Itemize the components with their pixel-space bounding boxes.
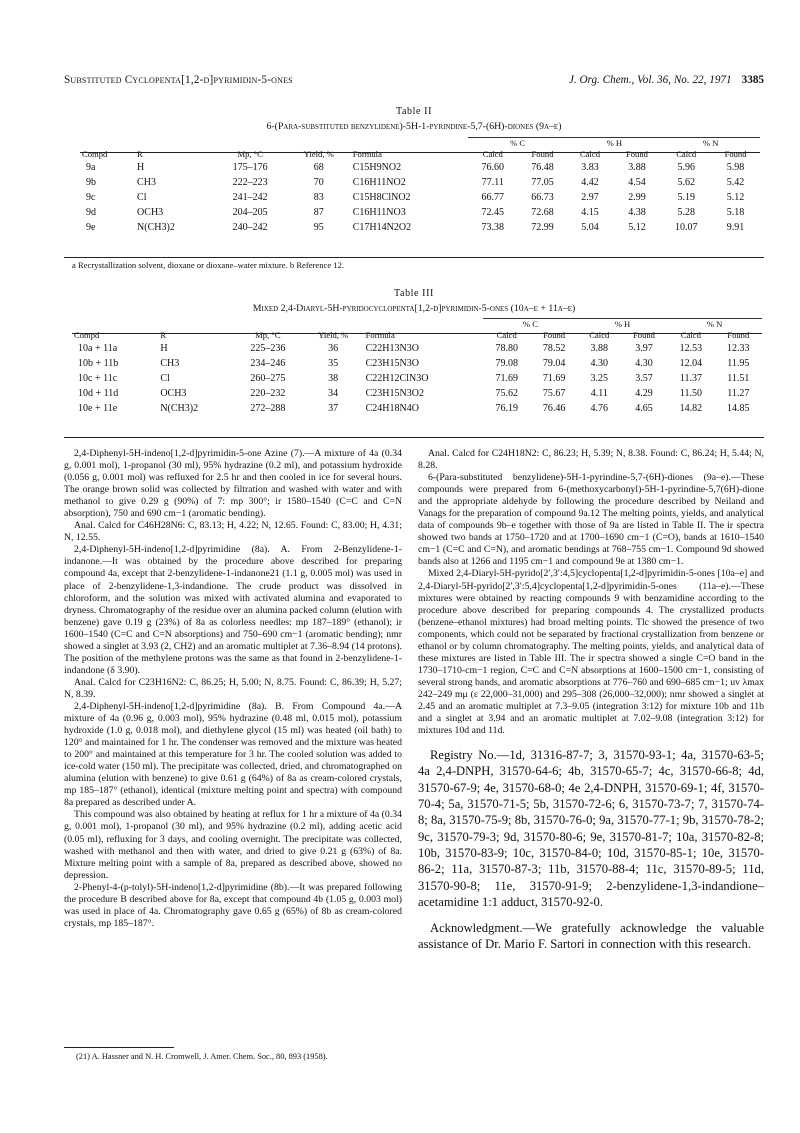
table-cell: 34 [328,388,339,399]
paragraph-8a-method-a: 2,4-Diphenyl-5H-indeno[1,2-d]pyrimidine (8a). A. From 2-Benzylidene-1-indanone.—It was obtained by the procedure above described for preparing compound 4a, except that 2-benzylidene-1-indanone21 (1.1 g, 0.005 mol) was used in place of 2-benzylidene-1,3-indandione. The crude product was dissolved in chloroform, and the solution was mixed with activated alumina and evaporated to dryness. Chromatography of the residue over an alumina packed column (elution with benzene) gave 0.19 g (23%) of 8a as colorless needles: mp 187–189° (ethanol); ir 1600–1540 (C=C and C=N absorptions) and 750–690 cm−1 (aromatic bending); nmr showed a singlet at 3.93 (2, CH2) and an aromatic multiplet at 7.36–8.94 (14 protons). The position of the methylene protons was the same as that found in 2-benzylidene-1-indandone (δ 3.90). [64,544,402,676]
table-cell: 4.30 [635,358,653,369]
table-cell: Cl [160,373,170,384]
table-cell: 225–236 [250,343,286,354]
journal-citation: J. Org. Chem., Vol. 36, No. 22, 1971 [568,74,732,86]
table-cell: Cl [137,192,147,203]
table3-col-header: Found [633,330,655,340]
table-cell: 5.96 [677,162,695,173]
table-cell: 75.67 [542,388,566,399]
table3-col-header: Found [727,330,750,340]
table-cell: 240–242 [232,222,268,233]
acknowledgment-section [418,920,764,953]
table3-header-rule [72,333,762,334]
table-row [80,175,760,190]
table3-title: Mixed 2,4-Diaryl-5H-pyridocyclopenta[1,2-d]pyrimidin-5-ones (10a–e + 11a–e) [252,303,576,314]
table-cell: 72.45 [481,207,504,218]
table-cell: 4.42 [581,177,599,188]
table3-col-header: Calcd [680,330,701,340]
table3-group-header-row [72,319,762,330]
table3-group-c: % C [483,319,578,330]
paragraph-azine: 2,4-Diphenyl-5H-indeno[1,2-d]pyrimidin-5-one Azine (7).—A mixture of 4a (0.34 g, 0.001 mol), 1-propanol (30 ml), 95% hydrazine (0.2 ml), and potassium hydroxide (0.056 g, 0.001 mol) was refluxed for 2.5 hr and then cooled in ice for several hours. The orange brown solid was collected by filtration and washed with water and with methanol to give 0.29 g (90%) of 7: mp 300°; ir 1580–1540 (C=C and C=N absorption), 750 and 690 cm−1 (aromatic bending). [64,448,402,520]
table-cell: 79.08 [495,358,518,369]
table3-col-header: Found [543,330,566,340]
table2-col-header: Calcd [482,149,503,159]
table-cell: 70 [313,177,324,188]
table-cell: 10c + 11c [78,373,118,384]
table-cell: 66.73 [531,192,554,203]
table-cell: 35 [328,358,339,369]
table-cell: 76.46 [542,403,566,414]
table-cell: H [137,162,145,173]
table-cell: 260–275 [250,373,286,384]
table-row [72,356,762,371]
table2-col-header: Mp, °C [237,149,263,159]
table2-group-header-row [80,138,760,149]
table-cell: 72.99 [531,222,554,233]
table-cell: 204–205 [232,207,268,218]
table-cell: 83 [313,192,324,203]
table3-label: Table III [394,288,434,299]
table-cell: CH3 [160,358,180,369]
table-cell: 11.51 [727,373,750,384]
table-cell: 4.11 [590,388,608,399]
table-cell: 11.37 [679,373,702,384]
table-cell: C16H11NO2 [352,177,406,188]
paragraph-9a-e: 6-(Para-substituted benzylidene)-5H-1-pyrindine-5,7-(6H)-diones (9a–e).—These compounds were prepared from 6-(methoxycarbonyl)-5H-1-pyrindine-5,7(6H)-dione and the appropriate aldehyde by following the procedure described by Neiland and Vanags for the preparation of compound 9a.12 The melting points, yields, and analytical data of compounds 9b–e together with those of 9a are listed in Table II. The ir spectra showed two bands at 1750–1720 and at 1700–1690 cm−1 (C=O), bands at 1610–1540 cm−1 (C=C and C=N), and aromatic bendings at 768–755 cm−1. Compound 9d showed bands also at 1266 and 1195 cm−1 and compound 9e at 1380 cm−1. [418,472,764,568]
table-cell: 10e + 11e [78,403,118,414]
table2-group-h: % H [567,138,661,149]
paragraph-mixed: Mixed 2,4-Diaryl-5H-pyrido[2′,3′:4,5]cyclopenta[1,2-d]pyrimidin-5-ones [10a–e] and 2,4-Diaryl-5H-pyrido[2′,3′:5,4]cyclopenta[1,2-d]pyrimidin-5-ones (11a–e).—These mixtures were obtained by reacting compounds 9 with benzamidine according to the procedure above described for preparing compounds 4. The crystallized products (benzene–ethanol mixtures) had broad melting points. Tlc showed the presence of two components, which could not be separated by fractional crystallization from benzene or ethanol or by column chromatography. The melting points, yields, and analytical data of these mixtures are listed in Table III. The ir spectra showed a single C=O band in the 1730–1710-cm−1 region, C=C and C=N absorptions at 1600–1500 cm−1, consisting of several strong bands, and aromatic absorptions at 776–760 and 690–685 cm−1; uv λmax 242–249 mμ (ε 22,000–31,000) and 295–308 (26,000–32,000); nmr showed a singlet at 2.45 and an aromatic multiplet at 7.3–9.05 (integration 3:12) for mixture 10b and 11b and a singlet at 3.94 and an aromatic multiplet at 7.02–9.08 (integration 3:12) for mixtures 10d and 11d. [418,568,764,737]
table-cell: 76.19 [495,403,518,414]
table-cell: C17H14N2O2 [352,222,412,233]
table-cell: 3.97 [635,343,653,354]
table3-header-row [72,329,762,341]
header-journal [569,74,764,86]
table-cell: 9b [86,177,96,188]
table-cell: 3.88 [590,343,609,354]
table2-col-header: Yield, % [303,149,334,159]
table2-group-c: % C [468,138,568,149]
table-cell: 10a + 11a [78,343,118,354]
table-cell: 5.28 [677,207,695,218]
table-cell: 10b + 11b [78,358,119,369]
table3-col-header: R [160,330,167,340]
table3-col-header: Mp, °C [255,330,281,340]
table-cell: 220–232 [250,388,286,399]
table-cell: 5.12 [726,192,745,203]
table2-col-header: Found [531,149,554,159]
acknowledgment-text: Acknowledgment.—We gratefully acknowledge the valuable assistance of Dr. Mario F. Sartori in connection with this research. [418,921,764,952]
table-cell: 3.88 [628,162,646,173]
table-cell: 4.29 [635,388,653,399]
table2-col-header: Found [625,149,648,159]
table-cell: 4.65 [635,403,653,414]
table2-col-header: Calcd [579,149,600,159]
table-cell: 4.15 [581,207,599,218]
table-cell: 9.91 [726,222,745,233]
paragraph-8a-method-b: 2,4-Diphenyl-5H-indeno[1,2-d]pyrimidine (8a). B. From Compound 4a.—A mixture of 4a (0.96 g, 0.003 mol), 95% hydrazine (0.48 ml, 0.015 mol), potassium hydroxide (1.0 g, 0.018 mol), and diethylene glycol (15 ml) was heated (oil bath) to 120° and maintained for 1 hr. The condenser was removed and the mixture was heated to 200° and maintained at this temperature for 3 hr. The cooled solution was added to ice-cold water (150 ml). The precipitate was collected, dried, and chromatographed on alumina (elution with benzene) to give 0.61 g (64%) of 8a as cream-colored crystals, mp 185–187° (ethanol), identical (mixture melting point and spectra) with compound 8a prepared as described under A. [64,700,402,809]
table-cell: 4.54 [628,177,646,188]
table-row [80,190,760,205]
table-cell: C24H18N4O [365,403,419,414]
registry-numbers: Registry No.—1d, 31316-87-7; 3, 31570-93-1; 4a, 31570-63-5; 4a 2,4-DNPH, 31570-64-6; 4b, 31570-65-7; 4c, 31570-66-8; 4d, 31570-67-9; 4e, 31570-68-0; 4e 2,4-DNPH, 31570-69-1; 4f, 31570-70-4; 5a, 31570-71-5; 5b, 31570-72-6; 6, 31570-73-7; 7, 31570-74-8; 8a, 31570-75-9; 8b, 31570-76-0; 9a, 31570-77-1; 9b, 31570-78-2; 9c, 31570-79-3; 9d, 31570-80-6; 9e, 31570-81-7; 10a, 31570-82-8; 10b, 31570-83-9; 10c, 31570-84-0; 10d, 31570-85-1; 10e, 31570-86-2; 11a, 31570-87-3; 11b, 31570-88-4; 11c, 31570-89-5; 11d, 31570-90-8; 11e, 31570-91-9; 2-benzylidene-1,3-indandione–acetamidine 1:1 adduct, 31570-92-0. [418,748,764,909]
table-cell: 11.27 [727,388,750,399]
table-cell: 71.69 [495,373,518,384]
table-cell: 87 [313,207,324,218]
table-cell: 77.05 [531,177,554,188]
table-cell: 234–246 [250,358,286,369]
table-row [72,386,762,401]
table-cell: OCH3 [137,207,164,218]
table3-bottom-rule [64,437,764,438]
paragraph-anal-3: Anal. Calcd for C24H18N2: C, 86.23; H, 5.39; N, 8.38. Found: C, 86.24; H, 5.44; N, 8.28. [418,448,764,472]
table-cell: 72.68 [531,207,554,218]
table-cell: H [160,343,168,354]
table3-group-h: % H [578,319,667,330]
table-cell: 79.04 [542,358,566,369]
table-cell: 77.11 [481,177,504,188]
table-cell: 272–288 [250,403,286,414]
table-cell: 95 [313,222,324,233]
table-cell: 5.04 [581,222,599,233]
paragraph-8a-alt: This compound was also obtained by heating at reflux for 1 hr a mixture of 4a (0.34 g, 0.001 mol), 1-propanol (30 ml), and 95% hydrazine (0.2 ml), adding acetic acid (0.05 ml), refluxing for 3 days, and cooling overnight. The precipitate was collected, washed with methanol and then with water, and dried to give 0.21 g (63%) of 8a. Mixture melting point with a sample of 8a, prepared as described above, showed no depression. [64,809,402,881]
table-cell: 76.60 [481,162,504,173]
table3-group-n: % N [667,319,762,330]
table2-title: 6-(Para-substituted benzylidene)-5H-1-pyrindine-5,7-(6H)-diones (9a–e) [266,121,562,132]
table-cell: 78.52 [542,343,566,354]
table-cell: 9c [86,192,96,203]
footnote-rule [64,1047,174,1048]
table2-col-header: R [137,149,143,159]
table-cell: 68 [313,162,324,173]
table-cell: 12.04 [679,358,703,369]
paragraph-anal-1: Anal. Calcd for C46H28N6: C, 83.13; H, 4.22; N, 12.65. Found: C, 83.00; H, 4.31; N, 12.55. [64,520,402,544]
table-cell: 5.18 [726,207,745,218]
table-cell: 5.42 [726,177,745,188]
table-cell: C15H8ClNO2 [352,192,411,203]
table-cell: 9a [86,162,96,173]
table-row [72,341,762,356]
table-cell: 78.80 [495,343,518,354]
table-row [80,205,760,220]
table-cell: CH3 [137,177,156,188]
paragraph-anal-2: Anal. Calcd for C23H16N2: C, 86.25; H, 5.00; N, 8.75. Found: C, 86.39; H, 5.27; N, 8.39. [64,676,402,700]
table-cell: C22H12ClN3O [365,373,429,384]
table-cell: 9d [86,207,96,218]
table-cell: 11.50 [679,388,702,399]
table-cell: 9e [86,222,96,233]
table-cell: 241–242 [232,192,268,203]
table-cell: 5.12 [628,222,646,233]
table-cell: 10d + 11d [78,388,119,399]
table-cell: 71.69 [542,373,566,384]
table-cell: 75.62 [495,388,518,399]
table3-col-header: Formula [365,330,395,340]
table-row [80,160,760,175]
running-header [64,74,764,90]
table3-col-header: Compd [74,330,100,340]
table-cell: 3.83 [581,162,599,173]
left-column [64,448,402,930]
table3-body [72,341,762,416]
header-title: Substituted Cyclopenta[1,2-d]pyrimidin-5-ones [64,74,293,86]
table-cell: 37 [328,403,339,414]
page-number: 3385 [741,74,764,86]
table-cell: 175–176 [232,162,268,173]
table-cell: 4.30 [590,358,609,369]
table-cell: 14.82 [679,403,703,414]
table-cell: 12.33 [727,343,750,354]
table-cell: 3.25 [590,373,609,384]
table2-bottom-rule [64,257,764,258]
table-row [72,371,762,386]
right-column [418,448,764,953]
table-cell: 2.99 [628,192,646,203]
table-cell: 73.38 [481,222,504,233]
paragraph-8b: 2-Phenyl-4-(p-tolyl)-5H-indeno[1,2-d]pyrimidine (8b).—It was prepared following the procedure B described above for 8a, except that compound 4b (1.05 g, 0.003 mol) was used in place of 4a. Chromatography gave 0.65 g (65%) of 8b as cream-colored crystals, mp 185–187°. [64,881,402,929]
table-cell: 5.62 [677,177,695,188]
table-cell: 76.48 [531,162,554,173]
table2-body [80,160,760,235]
table3-col-header: Yield, % [318,330,349,340]
table3-col-header: Calcd [496,330,517,340]
table3-col-header: Calcd [589,330,610,340]
table-cell: 66.77 [481,192,504,203]
table-cell: 2.97 [581,192,599,203]
table-cell: 14.85 [727,403,750,414]
table-row [72,401,762,416]
table-cell: 3.57 [635,373,653,384]
table-cell: 5.98 [726,162,745,173]
table2-header-row [80,148,760,160]
table2-col-header: Found [724,149,747,159]
table-cell: 11.95 [727,358,750,369]
table2-col-header: Formula [352,149,382,159]
table-cell: 4.38 [628,207,646,218]
table-cell: 38 [328,373,339,384]
table-cell: C23H15N3O [365,358,419,369]
table-cell: 222–223 [232,177,268,188]
table2-group-n: % N [661,138,760,149]
table-row [80,220,760,235]
table-cell: N(CH3)2 [160,403,199,414]
table2-label: Table II [395,106,433,117]
table-cell: 4.76 [590,403,609,414]
table-cell: C22H13N3O [365,343,419,354]
table-cell: 36 [328,343,339,354]
reference-21: (21) A. Hassner and N. H. Cromwell, J. Amer. Chem. Soc., 80, 893 (1958). [76,1052,328,1061]
table-cell: 10.07 [674,222,698,233]
table2-col-header: Compd [82,149,108,159]
table2-header-rule [80,152,760,153]
table-cell: 5.19 [677,192,695,203]
table-cell: C23H15N3O2 [365,388,424,399]
table2-col-header: Calcd [676,149,697,159]
registry-section [418,747,764,910]
table-cell: 12.53 [679,343,703,354]
table-cell: OCH3 [160,388,187,399]
table-cell: C16H11NO3 [352,207,406,218]
table-cell: N(CH3)2 [137,222,175,233]
table-cell: C15H9NO2 [352,162,402,173]
table2-footnote: a Recrystallization solvent, dioxane or dioxane–water mixture. b Reference 12. [72,260,345,270]
